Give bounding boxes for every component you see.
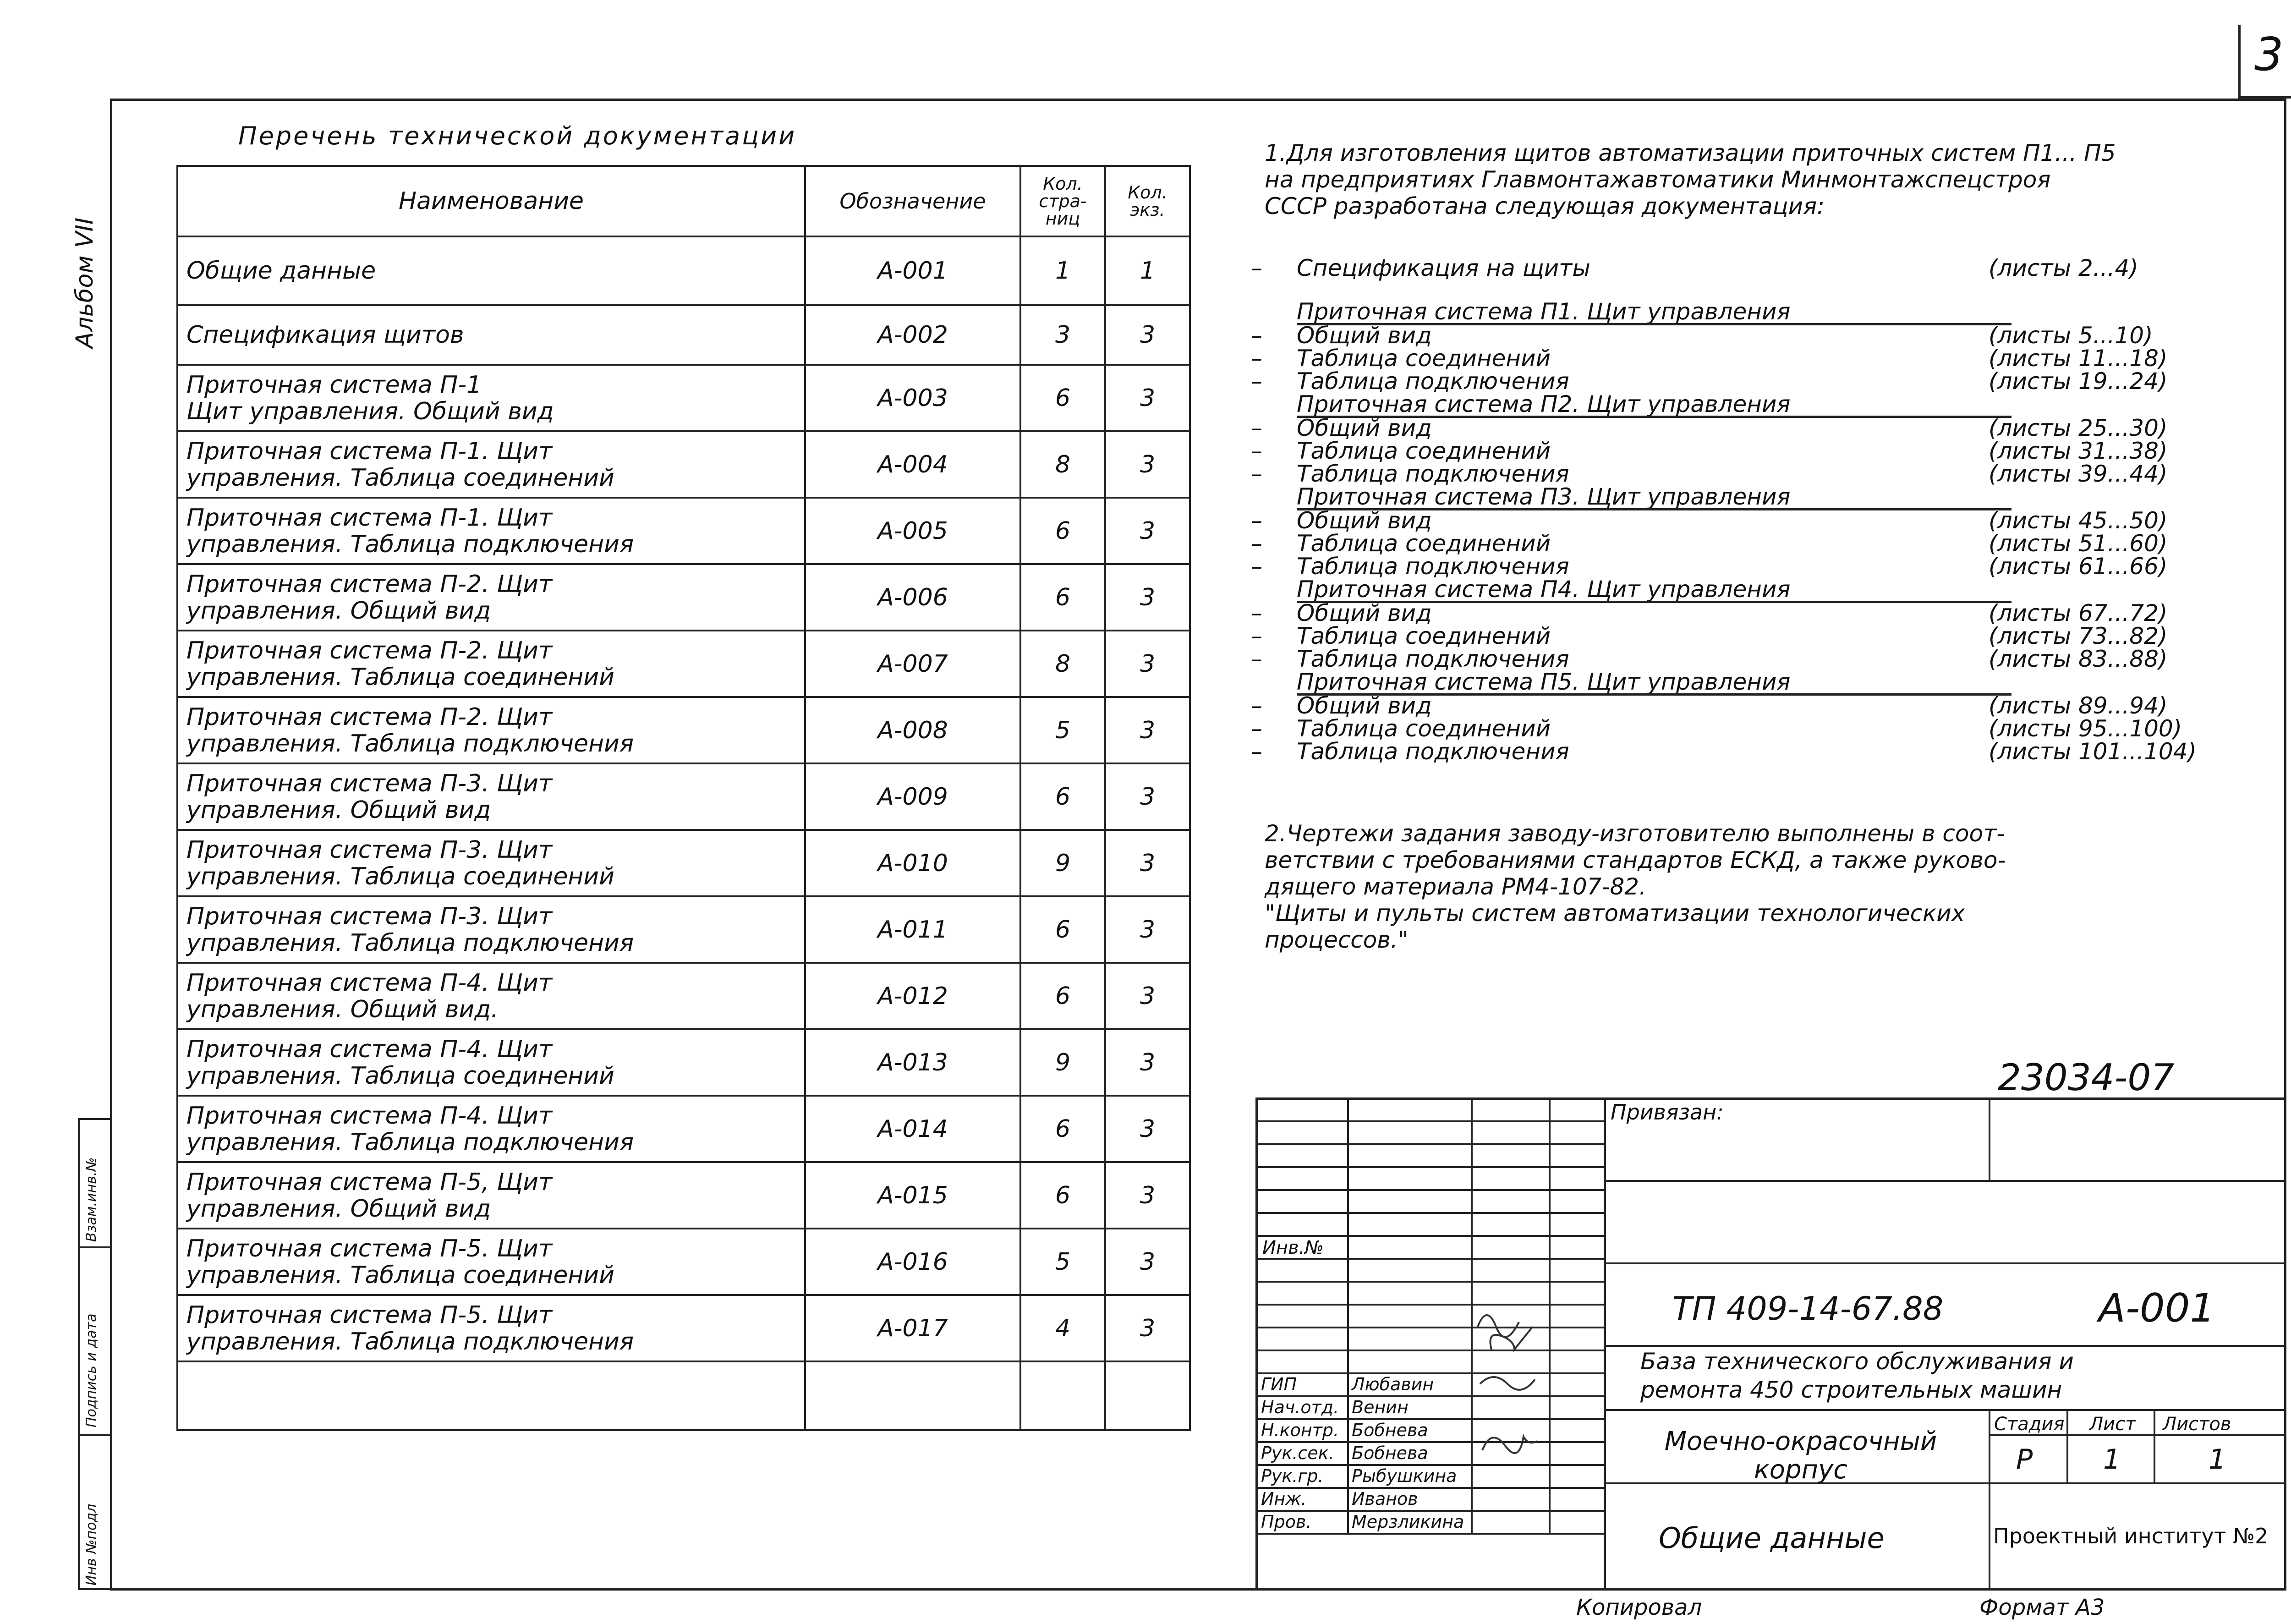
row-pages [1020,1361,1105,1430]
row-pages: 6 [1020,963,1105,1029]
row-pages: 6 [1020,763,1105,830]
spec-dash: – [1251,507,1262,534]
note-2-line: ветствии с требованиями стандартов ЕСКД, а также руково- [1265,847,2006,873]
spec-item [1251,439,2195,462]
spec-text: Спецификация на щиты [1297,255,1590,281]
row-code: А-013 [805,1029,1020,1096]
row-name-line: управления. Общий вид [186,597,491,625]
spec-item [1251,300,2195,323]
strip-vzam-inv: Взам.инв.№ [83,1157,99,1242]
row-name-line: Приточная система П-5, Щит [186,1168,553,1196]
header-code: Обозначение [805,166,1020,236]
tb-grid-line [1604,1180,2286,1182]
spec-dash: – [1251,530,1262,557]
row-name-line: управления. Таблица соединений [186,663,614,691]
table-row [177,1162,1190,1229]
tb-grid-line [1255,1235,1604,1237]
row-name-line: Приточная система П-1. Щит [186,504,553,532]
tb-grid-line [1255,1189,1604,1191]
row-pages: 6 [1020,1162,1105,1229]
table-header-row [177,166,1190,236]
row-name-line: управления. Таблица подключения [186,929,634,957]
strip-divider [78,1434,112,1436]
tb-grid-line [2066,1409,2068,1482]
spec-sheets: (листы 2...4) [1989,255,2138,281]
spec-text: Общий вид [1297,322,1432,349]
row-name [177,305,805,365]
spec-text: Таблица соединений [1297,345,1551,372]
table-row [177,697,1190,763]
spec-item [1251,417,2195,439]
row-name-line: управления. Таблица подключения [186,1328,634,1355]
footer-copied: Копировал [1576,1595,1702,1620]
spec-text: Таблица соединений [1297,623,1551,649]
spec-dash: – [1251,553,1262,580]
spec-item [1251,532,2195,555]
row-copies: 3 [1105,1162,1190,1229]
spec-text: Таблица соединений [1297,438,1551,464]
spec-sheets: (листы 45...50) [1989,507,2168,534]
tb-role: Рук.сек. [1261,1443,1334,1463]
row-name-line: управления. Общий вид. [186,995,499,1023]
row-name [177,1295,805,1361]
spec-item [1251,509,2195,532]
tb-grid-line [1255,1487,1604,1489]
note-1-line: СССР разработана следующая документация: [1265,193,1825,219]
row-name [177,763,805,830]
note-2-line: дящего материала РМ4-107-82. [1265,873,1647,900]
spec-text: Общий вид [1297,600,1432,626]
project-title-line: База технического обслуживания и [1640,1348,2074,1375]
row-code: А-003 [805,365,1020,431]
spec-text: Общий вид [1297,507,1432,534]
row-copies: 3 [1105,1096,1190,1162]
spec-sheets: (листы 51...60) [1989,530,2168,557]
note-2-line: процессов." [1265,927,1409,953]
row-name-line: Общие данные [186,257,376,285]
inv-label: Инв.№ [1262,1237,1324,1258]
spec-sheets: (листы 31...38) [1989,438,2168,464]
spec-sheets: (листы 101...104) [1989,738,2197,765]
row-name [177,498,805,564]
sheet-value: 1 [2103,1443,2121,1476]
stamp-number: 23034-07 [1998,1056,2175,1099]
table-row [177,763,1190,830]
spec-text: Таблица подключения [1297,646,1569,672]
strip-inv-podl: Инв №подл [83,1503,99,1586]
row-code: А-001 [805,236,1020,305]
stage-value: Р [2016,1443,2033,1476]
row-name-line: Приточная система П-3. Щит [186,902,553,930]
row-name-line: управления. Общий вид [186,1195,491,1223]
privyazan-label: Привязан: [1611,1100,1724,1125]
sheet-code: А-001 [2099,1285,2215,1331]
tb-grid-line [2154,1409,2155,1482]
spec-text: Приточная система П3. Щит управления [1297,483,1791,510]
row-name-line: управления. Таблица соединений [186,1261,614,1289]
spec-dash: – [1251,438,1262,464]
row-copies: 3 [1105,763,1190,830]
spec-text: Таблица соединений [1297,530,1551,557]
row-name-line: управления. Таблица подключения [186,1128,634,1156]
spec-sheets: (листы 61...66) [1989,553,2168,580]
spec-sheets: (листы 83...88) [1989,646,2168,672]
tb-grid-line [1255,1212,1604,1214]
row-code: А-006 [805,564,1020,631]
row-code: А-016 [805,1229,1020,1295]
spec-item [1251,602,2195,625]
row-pages: 4 [1020,1295,1105,1361]
row-copies: 3 [1105,1029,1190,1096]
spec-sheets: (листы 25...30) [1989,415,2168,441]
spec-dash: – [1251,600,1262,626]
row-code: А-017 [805,1295,1020,1361]
spec-dash: – [1251,461,1262,487]
tb-grid-line [1255,1143,1604,1145]
spec-item [1251,324,2195,347]
row-name-line: Приточная система П-5. Щит [186,1301,553,1329]
building-name [1622,1427,1979,1484]
table-row [177,1229,1190,1295]
spec-text: Общий вид [1297,692,1432,719]
sheet-label: Лист [2089,1414,2136,1435]
spec-dash: – [1251,715,1262,742]
tb-grid-line [1255,1120,1604,1122]
tb-grid-line [1255,1166,1604,1168]
tb-person-name: Любавин [1352,1374,1434,1394]
spec-dash: – [1251,623,1262,649]
row-pages: 1 [1020,236,1105,305]
spec-item [1251,462,2195,485]
tb-grid-line [1989,1097,1990,1180]
spec-dash: – [1251,415,1262,441]
row-pages: 5 [1020,1229,1105,1295]
spec-text: Таблица подключения [1297,553,1569,580]
spec-dash: – [1251,646,1262,672]
row-name-line: Приточная система П-1 [186,371,482,399]
row-code: А-009 [805,763,1020,830]
footer-format: Формат А3 [1979,1595,2105,1620]
row-pages: 6 [1020,896,1105,963]
spec-text: Таблица подключения [1297,368,1569,395]
row-code: А-015 [805,1162,1020,1229]
spec-item [1251,670,2195,693]
row-code: А-002 [805,305,1020,365]
table-row [177,1361,1190,1430]
tb-role: Нач.отд. [1261,1397,1339,1417]
spec-sheets: (листы 11...18) [1989,345,2168,372]
header-copies: Кол. экз. [1105,166,1190,236]
row-name [177,1029,805,1096]
row-name-line: Приточная система П-2. Щит [186,703,553,731]
row-name-line: управления. Таблица подключения [186,530,634,558]
row-pages: 9 [1020,830,1105,896]
row-name-line: управления. Таблица подключения [186,730,634,757]
note-1-line: 1.Для изготовления щитов автоматизации приточных систем П1... П5 [1265,140,2116,166]
spec-text: Приточная система П2. Щит управления [1297,391,1791,417]
row-code: А-012 [805,963,1020,1029]
tb-role: ГИП [1261,1374,1297,1394]
note-1-line: на предприятиях Главмонтажавтоматики Минмонтажспецстроя [1265,166,2051,193]
signature-scribbles [1473,1299,1546,1469]
row-copies: 3 [1105,896,1190,963]
building-line: Моечно-окрасочный [1664,1426,1937,1456]
sheets-label: Листов [2163,1414,2231,1435]
spec-sheets: (листы 19...24) [1989,368,2168,395]
strip-divider [78,1246,112,1248]
row-name [177,1162,805,1229]
spec-item [1251,257,2195,280]
tb-person-name: Иванов [1352,1489,1418,1509]
row-copies: 3 [1105,564,1190,631]
project-title [1640,1347,2074,1404]
spec-item [1251,578,2195,601]
spec-item [1251,625,2195,647]
spec-item [1251,717,2195,740]
drawing-name: Общие данные [1659,1521,1885,1555]
tb-person-name: Рыбушкина [1352,1466,1457,1486]
row-code: А-010 [805,830,1020,896]
row-pages: 8 [1020,431,1105,498]
row-name [177,236,805,305]
header-pages: Кол. стра-ниц [1020,166,1105,236]
row-copies: 3 [1105,1295,1190,1361]
tb-grid-line [1255,1304,1604,1306]
row-code: А-004 [805,431,1020,498]
note-2 [1265,820,2006,953]
tb-grid-line [1549,1097,1551,1533]
tb-grid-line [1255,1533,1604,1535]
tb-person-name: Мерзликина [1352,1512,1464,1532]
row-name [177,830,805,896]
doc-code: ТП 409-14-67.88 [1672,1290,1944,1328]
spec-text: Таблица подключения [1297,461,1569,487]
table-row [177,963,1190,1029]
tb-role: Н.контр. [1261,1420,1339,1440]
row-name [177,963,805,1029]
row-copies: 3 [1105,498,1190,564]
row-pages: 9 [1020,1029,1105,1096]
spec-sheets: (листы 5...10) [1989,322,2153,349]
header-name: Наименование [177,166,805,236]
spec-sheets: (листы 89...94) [1989,692,2168,719]
tb-role: Пров. [1261,1512,1312,1532]
row-name-line: Приточная система П-4. Щит [186,969,553,997]
spec-text: Таблица подключения [1297,738,1569,765]
row-name-line: Приточная система П-5. Щит [186,1234,553,1262]
row-name-line: Приточная система П-4. Щит [186,1035,553,1063]
spec-text: Таблица соединений [1297,715,1551,742]
note-2-line: "Щиты и пульты систем автоматизации технологических [1265,900,1965,927]
note-1 [1265,140,2116,219]
sheets-value: 1 [2209,1443,2226,1476]
row-pages: 6 [1020,1096,1105,1162]
row-name [177,631,805,697]
row-pages: 3 [1020,305,1105,365]
row-copies: 3 [1105,431,1190,498]
row-name-line: Приточная система П-4. Щит [186,1102,553,1130]
spec-text: Приточная система П5. Щит управления [1297,669,1791,695]
tb-grid-line [1604,1262,2286,1264]
row-name [177,431,805,498]
row-pages: 5 [1020,697,1105,763]
spec-text: Приточная система П1. Щит управления [1297,298,1791,325]
row-name-line: Приточная система П-1. Щит [186,437,553,465]
page-number: 3 [2254,27,2284,81]
doc-list-title: Перечень технической документации [238,121,797,150]
row-copies: 3 [1105,830,1190,896]
row-name-line: Приточная система П-2. Щит [186,636,553,664]
table-row [177,305,1190,365]
spec-dash: – [1251,692,1262,719]
tb-grid-line [1989,1409,1990,1591]
building-line: корпус [1754,1455,1848,1485]
row-name [177,896,805,963]
tb-role: Рук.гр. [1261,1466,1324,1486]
row-code: А-005 [805,498,1020,564]
table-row [177,431,1190,498]
spec-sheets: (листы 39...44) [1989,461,2168,487]
row-pages: 8 [1020,631,1105,697]
tb-person-name: Венин [1352,1397,1409,1417]
tb-role: Инж. [1261,1489,1307,1509]
tb-person-name: Бобнева [1352,1420,1428,1440]
spec-sheets: (листы 73...82) [1989,623,2168,649]
tb-grid-line [1604,1409,2286,1411]
table-row [177,1029,1190,1096]
tb-grid-line [1347,1097,1349,1533]
row-copies: 3 [1105,963,1190,1029]
organization: Проектный институт №2 [1993,1524,2269,1548]
row-name [177,1361,805,1430]
row-name-line: Спецификация щитов [186,321,464,349]
spec-dash: – [1251,368,1262,395]
table-row [177,1096,1190,1162]
row-copies [1105,1361,1190,1430]
spec-item [1251,485,2195,508]
stage-label: Стадия [1994,1414,2065,1435]
project-title-line: ремонта 450 строительных машин [1640,1377,2062,1403]
spec-text: Приточная система П4. Щит управления [1297,576,1791,603]
row-code: А-007 [805,631,1020,697]
tb-grid-line [1255,1350,1604,1351]
spec-dash: – [1251,322,1262,349]
row-code [805,1361,1020,1430]
spec-item [1251,647,2195,670]
tb-grid-line [1604,1097,1606,1591]
row-name-line: Щит управления. Общий вид [186,397,554,425]
table-row [177,564,1190,631]
spec-item [1251,370,2195,393]
tb-person-name: Бобнева [1352,1443,1428,1463]
spec-item [1251,694,2195,717]
row-name-line: управления. Общий вид [186,796,491,824]
row-name [177,365,805,431]
row-pages: 6 [1020,365,1105,431]
table-row [177,365,1190,431]
spec-item [1251,347,2195,370]
row-name [177,697,805,763]
album-label: Альбом VII [71,217,99,348]
strip-podpis-data: Подпись и дата [83,1313,99,1427]
tb-grid-line [1255,1327,1604,1328]
row-code: А-011 [805,896,1020,963]
row-copies: 3 [1105,697,1190,763]
row-name-line: Приточная система П-2. Щит [186,570,553,598]
table-row [177,498,1190,564]
row-copies: 3 [1105,631,1190,697]
tb-grid-line [1255,1281,1604,1283]
table-row [177,236,1190,305]
row-copies: 1 [1105,236,1190,305]
table-row [177,1295,1190,1361]
row-copies: 3 [1105,1229,1190,1295]
row-name [177,1096,805,1162]
table-row [177,631,1190,697]
row-name-line: управления. Таблица соединений [186,464,614,492]
spec-dash: – [1251,345,1262,372]
spec-dash: – [1251,738,1262,765]
row-name-line: Приточная система П-3. Щит [186,769,553,797]
row-name-line: Приточная система П-3. Щит [186,836,553,864]
spec-sheets: (листы 67...72) [1989,600,2168,626]
row-name [177,564,805,631]
tb-grid-line [1604,1345,2286,1347]
row-name-line: управления. Таблица соединений [186,1062,614,1090]
row-pages: 6 [1020,498,1105,564]
spec-sheets: (листы 95...100) [1989,715,2182,742]
spec-dash: – [1251,255,1262,281]
spec-item [1251,393,2195,416]
row-pages: 6 [1020,564,1105,631]
spec-item [1251,740,2195,763]
row-name-line: управления. Таблица соединений [186,862,614,890]
row-copies: 3 [1105,365,1190,431]
spec-text: Общий вид [1297,415,1432,441]
table-row [177,896,1190,963]
row-name [177,1229,805,1295]
tb-grid-line [1471,1097,1473,1533]
row-code: А-008 [805,697,1020,763]
row-code: А-014 [805,1096,1020,1162]
row-copies: 3 [1105,305,1190,365]
spec-item [1251,555,2195,578]
note-2-line: 2.Чертежи задания заводу-изготовителю выполнены в соот- [1265,820,2005,847]
documentation-table [176,165,1191,1431]
table-row [177,830,1190,896]
